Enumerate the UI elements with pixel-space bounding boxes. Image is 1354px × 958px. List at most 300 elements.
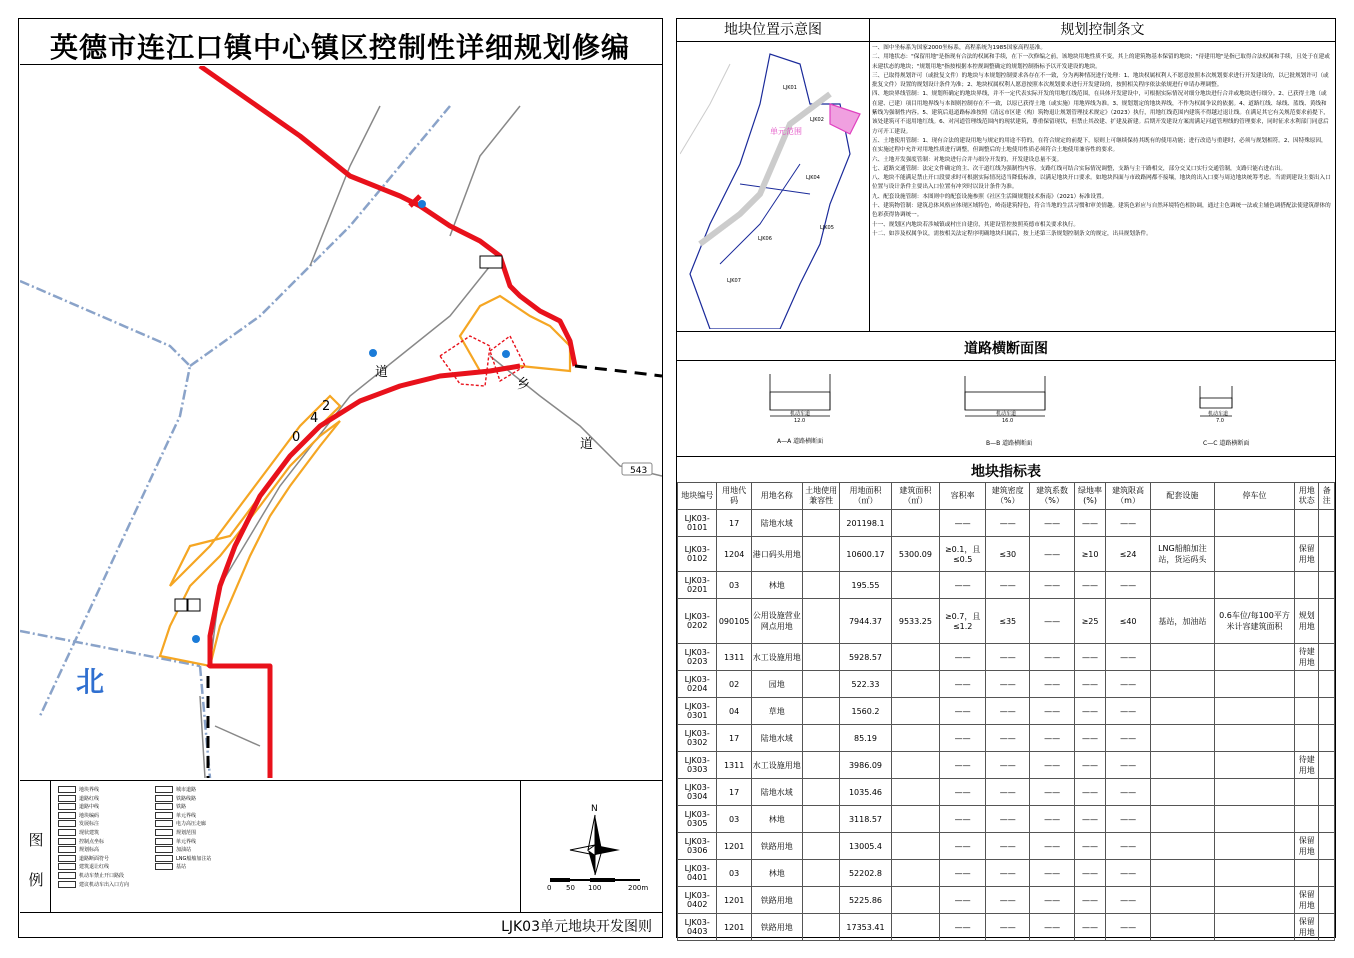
rules-title: 规划控制条文 <box>870 19 1335 42</box>
table-cell: —— <box>940 806 986 833</box>
table-cell <box>1319 537 1335 572</box>
unit-range-label: 单元范围 <box>770 127 802 136</box>
table-row <box>678 887 1335 914</box>
road-char: 2 <box>322 399 331 414</box>
table-cell: 保留用地 <box>1295 914 1319 941</box>
table-cell: 1201 <box>717 914 751 941</box>
table-cell: —— <box>1074 644 1106 671</box>
legend-item <box>155 786 196 794</box>
table-cell <box>1150 806 1214 833</box>
table-cell: 待建用地 <box>1295 752 1319 779</box>
legend-symbol <box>155 863 173 870</box>
table-cell <box>1150 779 1214 806</box>
legend-item <box>155 820 206 828</box>
table-cell: —— <box>1074 698 1106 725</box>
table-cell: 铁路用地 <box>751 833 802 860</box>
table-cell <box>1295 779 1319 806</box>
table-cell: 52202.8 <box>840 860 891 887</box>
table-row <box>678 752 1335 779</box>
table-cell <box>1319 887 1335 914</box>
legend-item <box>58 786 99 794</box>
location-title: 地块位置示意图 <box>677 19 869 42</box>
planning-map[interactable] <box>20 66 662 778</box>
rule-paragraph: 九、配套设施管制：本图则中的配套设施参照《社区生活圈规划技术指南》（2021）标准设置。 <box>872 193 1108 200</box>
table-cell: —— <box>1074 510 1106 537</box>
table-cell <box>802 510 840 537</box>
table-cell <box>891 887 940 914</box>
table-cell: —— <box>940 887 986 914</box>
legend-label: 控制点坐标 <box>79 838 105 845</box>
table-cell <box>891 644 940 671</box>
table-cell: —— <box>986 860 1030 887</box>
legend-symbol <box>58 829 76 836</box>
legend-label: LNG船舶加注站 <box>176 855 212 862</box>
table-row <box>678 671 1335 698</box>
compass-letter: N <box>591 804 598 814</box>
table-cell: 1311 <box>717 752 751 779</box>
table-cell: 17 <box>717 725 751 752</box>
legend-symbol <box>155 795 173 802</box>
location-label: LJK05 <box>820 225 834 231</box>
table-cell: —— <box>1106 806 1151 833</box>
table-cell: —— <box>986 833 1030 860</box>
section-width-c: 7.0 <box>1216 418 1224 424</box>
table-cell <box>1319 860 1335 887</box>
table-cell: LJK03-0301 <box>678 698 717 725</box>
rule-paragraph: 五、土地使用管制：1、现有合法的建设用地与规定的用途不符的，在符合规定的前提下，原则上可继续保持其既有的使用功能；进行改造与重建时，必须与规划相符。2、因特殊原因，在实施过程中允许对用地性质进行调整，但调整后的土地使用性质必须符合土地使用兼容性的要求。 <box>872 137 1327 154</box>
table-cell: —— <box>940 572 986 599</box>
table-cell: —— <box>1106 572 1151 599</box>
table-cell: LJK03-0101 <box>678 510 717 537</box>
table-cell: 85.19 <box>840 725 891 752</box>
table-cell <box>1214 914 1294 941</box>
legend-label: 发展标注 <box>79 821 100 828</box>
legend-symbol <box>58 786 76 793</box>
rule-paragraph: 十、建筑物管制：建筑总体风格应体现区域特色，岭南建筑特色，符合当地的生活习惯和审美情趣。建筑色彩应与自然环境特色相协调，通过主色调统一法或主辅色调搭配法使建筑群体的色彩获得协调统一。 <box>872 203 1331 219</box>
table-cell: 195.55 <box>840 572 891 599</box>
table-cell: 港口码头用地 <box>751 537 802 572</box>
table-cell: LJK03-0204 <box>678 671 717 698</box>
table-cell <box>802 599 840 644</box>
legend-symbol <box>155 846 173 853</box>
table-cell <box>1150 914 1214 941</box>
table-cell: —— <box>986 779 1030 806</box>
table-cell: 保留用地 <box>1295 887 1319 914</box>
legend-item <box>58 803 99 811</box>
table-cell: —— <box>1030 752 1074 779</box>
table-cell <box>1319 806 1335 833</box>
legend-item <box>155 795 196 803</box>
legend-label: 道路中线 <box>79 804 100 811</box>
table-row <box>678 644 1335 671</box>
table-cell: —— <box>1030 725 1074 752</box>
rule-paragraph: 八、地块不能满足禁止开口段要求时可根据实际情况适当降低标准，以满足地块开口要求。如地块四面与市政路网都不接壤，地块的出入口要与周边地块统筹考虑。当需到建设主要出入口位置与设计条件主要出入口位置有冲突时以设计条件为准。 <box>872 175 1331 191</box>
table-cell <box>1214 860 1294 887</box>
table-cell: —— <box>1106 698 1151 725</box>
table-header-cell: 停车位 <box>1214 483 1294 510</box>
table-cell: —— <box>940 698 986 725</box>
table-cell: —— <box>986 887 1030 914</box>
location-label: LJK04 <box>806 175 820 181</box>
table-cell <box>1295 725 1319 752</box>
table-cell: —— <box>1106 887 1151 914</box>
table-cell: 水工设施用地 <box>751 752 802 779</box>
section-divider <box>677 360 1335 361</box>
table-cell: 7944.37 <box>840 599 891 644</box>
table-cell <box>1319 510 1335 537</box>
table-cell: —— <box>1074 914 1106 941</box>
section-divider <box>677 331 1335 332</box>
table-row <box>678 572 1335 599</box>
legend-label: 现状建筑 <box>79 830 100 836</box>
table-cell: LNG船舶加注站，货运码头 <box>1150 537 1214 572</box>
table-cell: —— <box>1074 671 1106 698</box>
table-cell: —— <box>986 752 1030 779</box>
table-cell: —— <box>1074 806 1106 833</box>
table-cell: —— <box>940 752 986 779</box>
table-cell: 林地 <box>751 572 802 599</box>
table-header-cell: 备注 <box>1319 483 1335 510</box>
table-cell <box>1319 698 1335 725</box>
table-cell: ≥0.1，且≤0.5 <box>940 537 986 572</box>
table-cell: —— <box>1030 572 1074 599</box>
table-cell: —— <box>986 725 1030 752</box>
table-cell <box>802 537 840 572</box>
legend-symbol <box>58 881 76 888</box>
table-header-cell: 用地面积（㎡） <box>840 483 891 510</box>
rule-paragraph: 二、用地状态："保留用地"是指现有合法的权属和手续，在下一次修编之前，该地块用地性质不变，其上的建筑物基本保留的地块；"待建用地"是指已取得合法权属和手续，且处于在建或未建状态的地块；"规划用地"指按根据本控规调整确定的规划控制指标予以开发建设的地块。 <box>872 54 1330 70</box>
table-cell: ≤35 <box>986 599 1030 644</box>
table-row <box>678 914 1335 941</box>
table-cell: 5928.57 <box>840 644 891 671</box>
table-header-cell: 建筑系数（%） <box>1030 483 1074 510</box>
section-sub-b: 机动车道 <box>996 411 1017 417</box>
table-cell: ≥25 <box>1074 599 1106 644</box>
legend-label: 道路断面符号 <box>79 855 110 862</box>
table-cell: LJK03-0402 <box>678 887 717 914</box>
table-cell <box>1150 572 1214 599</box>
table-cell <box>802 860 840 887</box>
table-cell <box>1150 698 1214 725</box>
table-cell <box>1214 698 1294 725</box>
table-cell <box>1214 779 1294 806</box>
table-cell <box>1295 698 1319 725</box>
table-cell: —— <box>940 833 986 860</box>
table-cell <box>1214 833 1294 860</box>
table-cell <box>891 572 940 599</box>
table-cell: ≤30 <box>986 537 1030 572</box>
table-cell: —— <box>1106 914 1151 941</box>
table-cell: —— <box>1106 725 1151 752</box>
legend-item <box>155 846 191 854</box>
table-cell: 5300.09 <box>891 537 940 572</box>
legend-item <box>58 795 99 803</box>
table-cell: —— <box>1106 752 1151 779</box>
rule-paragraph: 六、土地开发强度管制：对地块进行合并与细分开发的，开发建设总量不变。 <box>872 156 1063 163</box>
legend-item <box>155 812 196 820</box>
table-header-cell: 用地状态 <box>1295 483 1319 510</box>
section-width-a: 12.0 <box>794 418 806 424</box>
legend-item <box>58 872 124 880</box>
table-cell <box>891 752 940 779</box>
table-cell: 02 <box>717 671 751 698</box>
table-cell <box>1319 725 1335 752</box>
location-label: LJK07 <box>727 278 741 284</box>
legend-item <box>58 881 129 889</box>
rules-text <box>872 44 1332 239</box>
table-cell <box>802 914 840 941</box>
table-cell: LJK03-0403 <box>678 914 717 941</box>
table-cell: —— <box>940 860 986 887</box>
table-cell: 陆地水域 <box>751 779 802 806</box>
table-cell <box>802 887 840 914</box>
table-cell <box>891 806 940 833</box>
rule-paragraph: 十一、规划区内地块若涉城镇或村庄自建房，其建设管控按照英德市相关要求执行。 <box>872 221 1079 228</box>
table-cell: —— <box>940 779 986 806</box>
table-cell <box>1319 752 1335 779</box>
location-label: LJK01 <box>783 85 797 91</box>
table-cell: 林地 <box>751 860 802 887</box>
table-header-cell: 用地名称 <box>751 483 802 510</box>
table-cell <box>1150 644 1214 671</box>
table-cell <box>1150 725 1214 752</box>
legend-label: 加油站 <box>176 847 192 854</box>
scale-label: 200m <box>628 884 649 892</box>
table-cell <box>891 914 940 941</box>
table-cell: —— <box>940 725 986 752</box>
table-divider <box>677 456 1335 457</box>
table-cell: —— <box>1030 806 1074 833</box>
table-cell <box>1295 671 1319 698</box>
legend-divider <box>520 780 521 912</box>
table-cell: 13005.4 <box>840 833 891 860</box>
table-cell: LJK03-0306 <box>678 833 717 860</box>
table-cell <box>1150 510 1214 537</box>
legend-label: 基站 <box>176 864 187 871</box>
railway-line <box>208 366 662 778</box>
table-cell <box>1150 833 1214 860</box>
legend-label: 规划范围 <box>176 830 197 836</box>
table-cell: ≥0.7，且≤1.2 <box>940 599 986 644</box>
table-cell <box>891 725 940 752</box>
table-header-cell: 地块编号 <box>678 483 717 510</box>
table-cell: 保留用地 <box>1295 537 1319 572</box>
table-cell: LJK03-0401 <box>678 860 717 887</box>
table-cell: —— <box>1106 860 1151 887</box>
table-row <box>678 698 1335 725</box>
table-cell <box>1319 914 1335 941</box>
legend-symbol <box>155 812 173 819</box>
main-road-red-line <box>200 66 575 778</box>
table-cell <box>891 860 940 887</box>
table-cell: 5225.86 <box>840 887 891 914</box>
legend-symbol <box>58 803 76 810</box>
table-cell: 04 <box>717 698 751 725</box>
table-cell <box>1150 860 1214 887</box>
legend-label: 铁路 <box>176 804 187 811</box>
table-cell <box>891 833 940 860</box>
table-cell <box>802 725 840 752</box>
table-cell <box>891 779 940 806</box>
table-cell: —— <box>986 671 1030 698</box>
table-cell <box>891 510 940 537</box>
legend-symbol <box>155 803 173 810</box>
table-cell <box>802 806 840 833</box>
legend-symbol <box>155 829 173 836</box>
legend-item <box>58 829 99 837</box>
road-char: 0 <box>292 430 301 445</box>
rule-paragraph: 四、地块界线管制：1、规划所确定的地块界线，并不一定代表实际开发的用地红线范围，在具体开发建设中，可根据实际情况对细分地块进行合并或地块进行细分。2、已获得土地（或在建、已建）项目用地界线与本图则控制存在不一致，以原已获得土地（或实施）用地界线为准。3、规划划定的地块界线，不作为权属争议的依据。4、道路红线、绿线、蓝线、黄线和紫线为强制性内容。5、建筑后退道路标准按照《清远市区建（构）筑物退让规划管理技术规定》（2023）执行，用地红线范围内建筑不得越过退让线。在满足其它有关规范要求前提下，该处建筑可不退用地红线。6、对河道管理线范围内的现状建筑，尊重保留现状，但禁止其改建、扩建及新建。后期开发建设方案需满足河道管理线的管理要求，同时征求水利部门同意后方可开工建设。 <box>872 91 1329 135</box>
table-cell: —— <box>1030 914 1074 941</box>
table-cell: LJK03-0305 <box>678 806 717 833</box>
table-cell: —— <box>1106 833 1151 860</box>
footer-title: LJK03单元地块开发图则 <box>501 919 652 935</box>
table-cell: 水工设施用地 <box>751 644 802 671</box>
legend-symbol <box>155 838 173 845</box>
north-label: 北 <box>76 665 105 698</box>
legend-symbol <box>155 855 173 862</box>
table-cell: —— <box>1074 779 1106 806</box>
legend-label: 城市道路 <box>176 787 197 793</box>
table-cell: —— <box>1074 725 1106 752</box>
table-cell: 公用设施营业网点用地 <box>751 599 802 644</box>
section-width-b: 16.0 <box>1002 418 1014 424</box>
footer <box>20 912 662 937</box>
table-cell <box>1319 671 1335 698</box>
rule-paragraph: 三、已取得规划许可（或批复文件）的地块与本规划控制要求各存在不一致，分为两种情况进行处理：1、地块权属权利人不愿意按照本次规划要求进行开发建设的，以已批规划许可（或批复文件）设置的规划设计条件为准；2、地块权属权利人愿意按照本次规划要求进行开发建设的，按照相关程序依法依规进行申请办理调整。 <box>872 72 1329 89</box>
legend-item <box>58 838 104 846</box>
table-cell <box>1319 572 1335 599</box>
table-cell <box>1214 887 1294 914</box>
table-cell: 待建用地 <box>1295 644 1319 671</box>
legend-label: 建筑退让红线 <box>79 864 110 871</box>
rule-paragraph: 七、道路交通管制：法定文件确定的主、次干道红线为强制性内容。支路红线可结合实际情况调整，支路与主干路相交，部分交叉口实行交通管制，支路只能右进右出。 <box>872 165 1286 172</box>
legend-symbol <box>155 786 173 793</box>
table-cell: —— <box>986 510 1030 537</box>
scale-label: 0 <box>547 884 552 892</box>
table-cell <box>1214 510 1294 537</box>
table-cell <box>1150 752 1214 779</box>
table-cell <box>802 572 840 599</box>
legend-item <box>155 829 196 837</box>
table-cell <box>1295 510 1319 537</box>
table-cell: 1035.46 <box>840 779 891 806</box>
table-cell: 陆地水域 <box>751 725 802 752</box>
table-cell: LJK03-0303 <box>678 752 717 779</box>
table-cell: 规划用地 <box>1295 599 1319 644</box>
legend-label: 建议机动车出入口方向 <box>79 881 130 888</box>
table-cell: —— <box>1030 671 1074 698</box>
table-cell: —— <box>1106 671 1151 698</box>
table-cell: 17 <box>717 779 751 806</box>
legend-item <box>58 855 109 863</box>
rule-paragraph: 一、图中坐标系为国家2000坐标系，高程系统为1985国家高程基准。 <box>872 45 1046 51</box>
table-cell: 草地 <box>751 698 802 725</box>
table-cell: —— <box>940 671 986 698</box>
table-cell: —— <box>1106 644 1151 671</box>
table-cell <box>891 698 940 725</box>
legend-label: 单元界线 <box>176 838 197 845</box>
table-cell: —— <box>1030 698 1074 725</box>
table-cell: —— <box>1030 887 1074 914</box>
road-char: 道 <box>375 365 389 380</box>
location-label: LJK02 <box>810 117 824 123</box>
legend-symbol <box>155 820 173 827</box>
legend-item <box>58 812 99 820</box>
table-cell: —— <box>1030 860 1074 887</box>
table-cell <box>802 779 840 806</box>
legend-symbol <box>58 838 76 845</box>
table-cell: —— <box>1030 510 1074 537</box>
legend-item <box>155 855 211 863</box>
table-row <box>678 806 1335 833</box>
table-cell: LJK03-0201 <box>678 572 717 599</box>
table-row <box>678 725 1335 752</box>
table-cell: 基站，加油站 <box>1150 599 1214 644</box>
table-cell: —— <box>1074 887 1106 914</box>
table-cell <box>1295 860 1319 887</box>
table-header-cell: 绿地率(%) <box>1074 483 1106 510</box>
road-section-title: 道路横断面图 <box>964 341 1048 357</box>
table-cell: 201198.1 <box>840 510 891 537</box>
legend-label: 铁路线路 <box>176 795 197 802</box>
table-header-cell: 土地使用兼容性 <box>802 483 840 510</box>
table-cell: —— <box>1074 833 1106 860</box>
legend-title: 图 例 <box>28 831 44 889</box>
table-cell: —— <box>1030 537 1074 572</box>
legend-item <box>155 863 186 871</box>
section-label-b: B—B 道路横断面 <box>986 440 1033 447</box>
table-header-cell: 配套设施 <box>1150 483 1214 510</box>
section-label-a: A—A 道路横断面 <box>777 438 824 445</box>
section-label-c: C—C 道路横断面 <box>1203 440 1250 447</box>
table-cell: 522.33 <box>840 671 891 698</box>
table-cell: —— <box>1074 572 1106 599</box>
table-cell: 陆地水域 <box>751 510 802 537</box>
table-cell: 1204 <box>717 537 751 572</box>
road-char: 4 <box>310 411 319 426</box>
legend-label: 规划标高 <box>79 847 100 854</box>
table-cell: —— <box>986 572 1030 599</box>
table-cell: —— <box>1106 510 1151 537</box>
table-cell: 090105 <box>717 599 751 644</box>
legend-symbol <box>58 812 76 819</box>
table-cell: 1201 <box>717 833 751 860</box>
table-cell: 17353.41 <box>840 914 891 941</box>
scale-label: 100 <box>588 884 602 892</box>
table-cell <box>1214 806 1294 833</box>
table-cell: 3118.57 <box>840 806 891 833</box>
table-cell <box>1319 779 1335 806</box>
table-cell: —— <box>986 914 1030 941</box>
table-cell: —— <box>1030 833 1074 860</box>
table-cell <box>802 833 840 860</box>
table-cell: —— <box>940 914 986 941</box>
table-cell <box>891 671 940 698</box>
table-cell: ≤24 <box>1106 537 1151 572</box>
table-header-cell: 容积率 <box>940 483 986 510</box>
table-cell <box>802 671 840 698</box>
location-map[interactable] <box>680 44 866 329</box>
table-row <box>678 860 1335 887</box>
legend-symbol <box>58 846 76 853</box>
table-cell: —— <box>986 644 1030 671</box>
legend-symbol <box>58 863 76 870</box>
planning-range <box>440 336 525 386</box>
legend-symbol <box>58 872 76 879</box>
table-row <box>678 599 1335 644</box>
table-cell: 保留用地 <box>1295 833 1319 860</box>
